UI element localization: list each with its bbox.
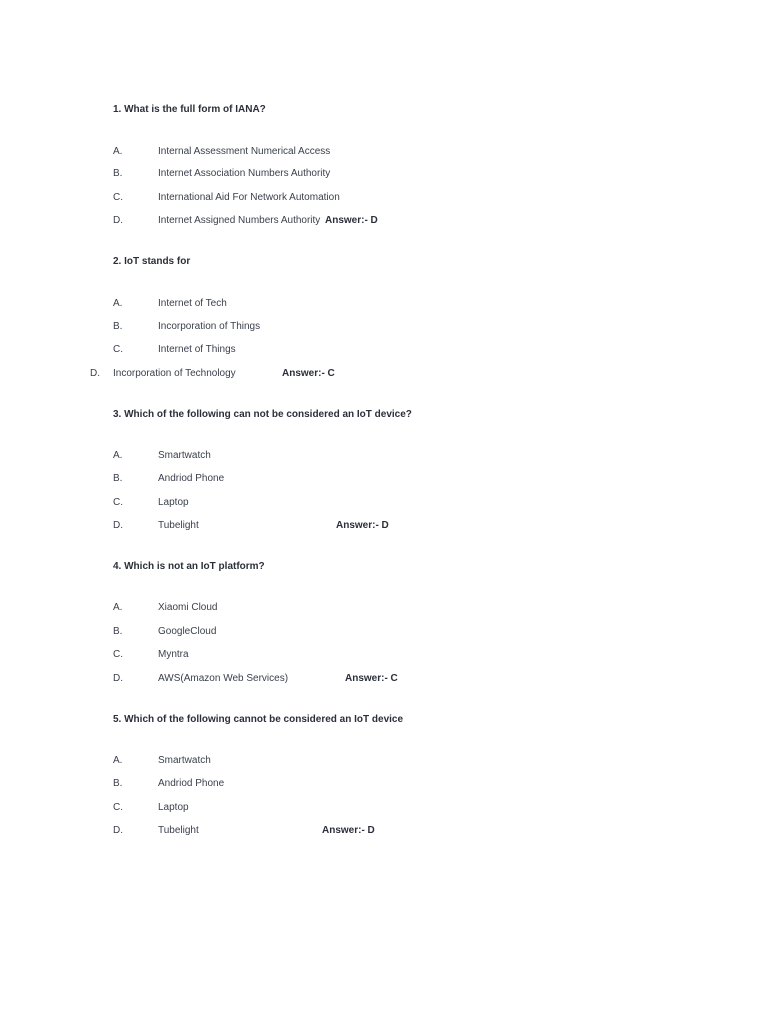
- question-1-option-b-text: Internet Association Numbers Authority: [158, 168, 331, 179]
- question-4-option-c-text: Myntra: [158, 649, 189, 660]
- question-3-option-a-letter: A.: [113, 450, 123, 461]
- question-2-option-a-text: Internet of Tech: [158, 298, 227, 309]
- question-3-option-b-letter: B.: [113, 473, 123, 484]
- question-2-option-c-letter: C.: [113, 344, 123, 355]
- question-3-option-c-letter: C.: [113, 497, 123, 508]
- question-3-answer: Answer:- D: [336, 520, 389, 531]
- question-2-option-d-text: Incorporation of Technology: [113, 368, 236, 379]
- question-5-option-a-text: Smartwatch: [158, 755, 211, 766]
- question-4-title: 4. Which is not an IoT platform?: [113, 561, 265, 572]
- question-1-option-c-letter: C.: [113, 192, 123, 203]
- question-2-option-b-letter: B.: [113, 321, 123, 332]
- question-5-option-d-letter: D.: [113, 825, 123, 836]
- question-5-option-d-text: Tubelight: [158, 825, 199, 836]
- question-3-option-d-text: Tubelight: [158, 520, 199, 531]
- question-2-option-b-text: Incorporation of Things: [158, 321, 261, 332]
- question-2-answer: Answer:- C: [282, 368, 335, 379]
- question-4-option-b-letter: B.: [113, 626, 123, 637]
- question-3-title: 3. Which of the following can not be considered an IoT device?: [113, 409, 412, 420]
- question-4-option-b-text: GoogleCloud: [158, 626, 217, 637]
- question-2-title: 2. IoT stands for: [113, 256, 191, 267]
- question-1-option-a-text: Internal Assessment Numerical Access: [158, 146, 331, 157]
- question-5-option-a-letter: A.: [113, 755, 123, 766]
- question-5-answer: Answer:- D: [322, 825, 375, 836]
- question-2-option-c-text: Internet of Things: [158, 344, 236, 355]
- question-4-option-a-text: Xiaomi Cloud: [158, 602, 218, 613]
- question-5-option-b-text: Andriod Phone: [158, 778, 225, 789]
- question-1-title: 1. What is the full form of IANA?: [113, 104, 266, 115]
- question-1-option-a-letter: A.: [113, 146, 123, 157]
- question-5-option-c-letter: C.: [113, 802, 123, 813]
- question-5-option-b-letter: B.: [113, 778, 123, 789]
- question-1-option-c-text: International Aid For Network Automation: [158, 192, 340, 203]
- question-3-option-b-text: Andriod Phone: [158, 473, 225, 484]
- question-4-option-d-letter: D.: [113, 673, 123, 684]
- question-2-option-d-letter: D.: [90, 368, 100, 379]
- question-1-answer: Answer:- D: [325, 215, 378, 226]
- question-5-title: 5. Which of the following cannot be considered an IoT device: [113, 714, 404, 725]
- question-3-option-c-text: Laptop: [158, 497, 189, 508]
- question-1-option-d-text: Internet Assigned Numbers Authority: [158, 215, 321, 226]
- question-4-option-a-letter: A.: [113, 602, 123, 613]
- question-4-option-c-letter: C.: [113, 649, 123, 660]
- question-5-option-c-text: Laptop: [158, 802, 189, 813]
- question-1-option-d-letter: D.: [113, 215, 123, 226]
- question-4-option-d-text: AWS(Amazon Web Services): [158, 673, 289, 684]
- question-1-option-b-letter: B.: [113, 168, 123, 179]
- question-4-answer: Answer:- C: [345, 673, 398, 684]
- question-3-option-a-text: Smartwatch: [158, 450, 211, 461]
- question-2-option-a-letter: A.: [113, 298, 123, 309]
- question-3-option-d-letter: D.: [113, 520, 123, 531]
